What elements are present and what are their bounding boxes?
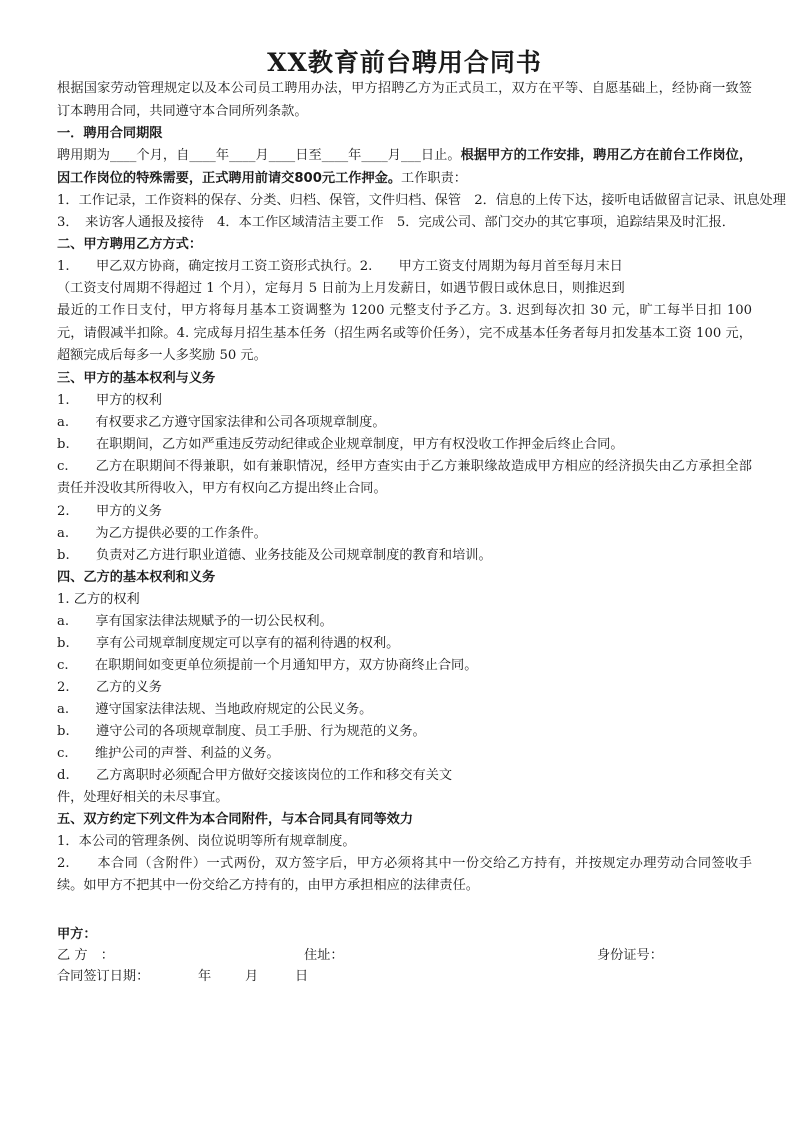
party-a-duties-title: 2. 甲方的义务 (57, 503, 162, 519)
party-b-right-c: c. 在职期间如变更单位须提前一个月通知甲方，双方协商终止合同。 (57, 657, 478, 673)
section-1-heading: 一．聘用合同期限 (57, 126, 163, 141)
id-number-label: 身份证号： (597, 947, 663, 963)
sign-date-label: 合同签订日期： (57, 968, 150, 984)
pay-paragraph: 最近的工作日支付，甲方将每月基本工资调整为 1200 元整支付予乙方。3. 迟到每次扣 30 元，旷工每半日扣 100 元，请假减半扣除。4. 完成每月招生基本任务（招生两名或等价任务），完不成基本任务者每月扣发基本工资 100 元，超额完成后每多一人多奖励 50 元。 (57, 303, 752, 363)
section-2-heading: 二、甲方聘用乙方方式： (57, 237, 203, 252)
sign-month: 月 (245, 968, 259, 984)
party-b-sign-row (57, 945, 752, 966)
pay-line-2: （工资支付周期不得超过 1 个月），定每月 5 日前为上月发薪日，如遇节假日或休息日，则推迟到 (57, 281, 625, 296)
sign-year: 年 (198, 968, 212, 984)
party-b-duties-title: 2. 乙方的义务 (57, 679, 162, 695)
attachment-item-1: 1．本公司的管理条例、岗位说明等所有规章制度。 (57, 833, 356, 849)
section-5-heading: 五、双方约定下列文件为本合同附件，与本合同具有同等效力 (57, 811, 414, 827)
section-4-heading: 四、乙方的基本权利和义务 (57, 569, 216, 585)
party-a-label: 甲方： (57, 926, 97, 942)
party-a-right-b: b. 在职期间，乙方如严重违反劳动纪律或企业规章制度，甲方有权没收工作押金后终止合同。 (57, 436, 624, 452)
party-b-right-b: b. 享有公司规章制度规定可以享有的福利待遇的权利。 (57, 635, 400, 651)
sign-date-row (57, 966, 752, 987)
duty-line-1: 1．工作记录，工作资料的保存、分类、归档、保管，文件归档、保管 2．信息的上传下达，接听电话做留言记录、讯息处理 (57, 193, 786, 208)
term-paragraph (57, 145, 752, 190)
party-a-right-c: c. 乙方在职期间不得兼职，如有兼职情况，经甲方查实由于乙方兼职缘故造成甲方相应的经济损失由乙方承担全部责任并没收其所得收入，甲方有权向乙方提出终止合同。 (57, 458, 752, 496)
signature-block (57, 924, 752, 987)
duty-line-2: 3． 来访客人通报及接待 4．本工作区域清洁主要工作 5．完成公司、部门交办的其它事项，追踪结果及时汇报． (57, 215, 735, 230)
party-b-rights-title: 1. 乙方的权利 (57, 591, 140, 607)
party-b-label: 乙 方 ： (57, 947, 114, 963)
party-a-duty-b: b. 负责对乙方进行职业道德、业务技能及公司规章制度的教育和培训。 (57, 547, 492, 563)
duties-label: 工作职责： (401, 170, 467, 186)
party-b-duty-c: c. 维护公司的声誉、利益的义务。 (57, 745, 280, 761)
party-b-duty-b: b. 遵守公司的各项规章制度、员工手册、行为规范的义务。 (57, 723, 426, 739)
pay-line-1: 1. 甲乙双方协商，确定按月工资工资形式执行。2. 甲方工资支付周期为每月首至每月末日 (57, 259, 623, 274)
party-b-duty-a: a. 遵守国家法律法规、当地政府规定的公民义务。 (57, 701, 373, 717)
attachment-item-2: 2. 本合同（含附件）一式两份，双方签字后，甲方必须将其中一份交给乙方持有，并按规定办理劳动合同签收手续。如甲方不把其中一份交给乙方持有的，由甲方承担相应的法律责任。 (57, 855, 752, 893)
party-a-rights-title: 1. 甲方的权利 (57, 392, 162, 408)
party-a-sign-row (57, 924, 752, 945)
section-3-heading: 三、甲方的基本权利与义务 (57, 370, 216, 386)
party-b-duty-d: d. 乙方离职时必须配合甲方做好交接该岗位的工作和移交有关文 (57, 767, 453, 783)
party-a-right-a: a. 有权要求乙方遵守国家法律和公司各项规章制度。 (57, 414, 386, 430)
party-b-duty-d-cont: 件，处理好相关的未尽事宜。 (57, 789, 229, 805)
term-period: 聘用期为____个月，自____年____月____日至____年____月___日止。 (57, 148, 461, 163)
party-b-right-a: a. 享有国家法律法规赋予的一切公民权利。 (57, 613, 333, 629)
document-title: XX教育前台聘用合同书 (267, 48, 542, 77)
party-a-duty-a: a. 为乙方提供必要的工作条件。 (57, 525, 267, 541)
address-label: 住址： (304, 947, 344, 963)
sign-day: 日 (295, 968, 309, 984)
term-bold-clause: 根据甲方的工作安排，聘用乙方在前台工作岗位，因工作岗位的特殊需要，正式聘用前请交800元工作押金。 (57, 148, 753, 186)
intro-paragraph: 根据国家劳动管理规定以及本公司员工聘用办法，甲方招聘乙方为正式员工，双方在平等、自愿基础上，经协商一致签订本聘用合同，共同遵守本合同所列条款。 (57, 81, 752, 119)
